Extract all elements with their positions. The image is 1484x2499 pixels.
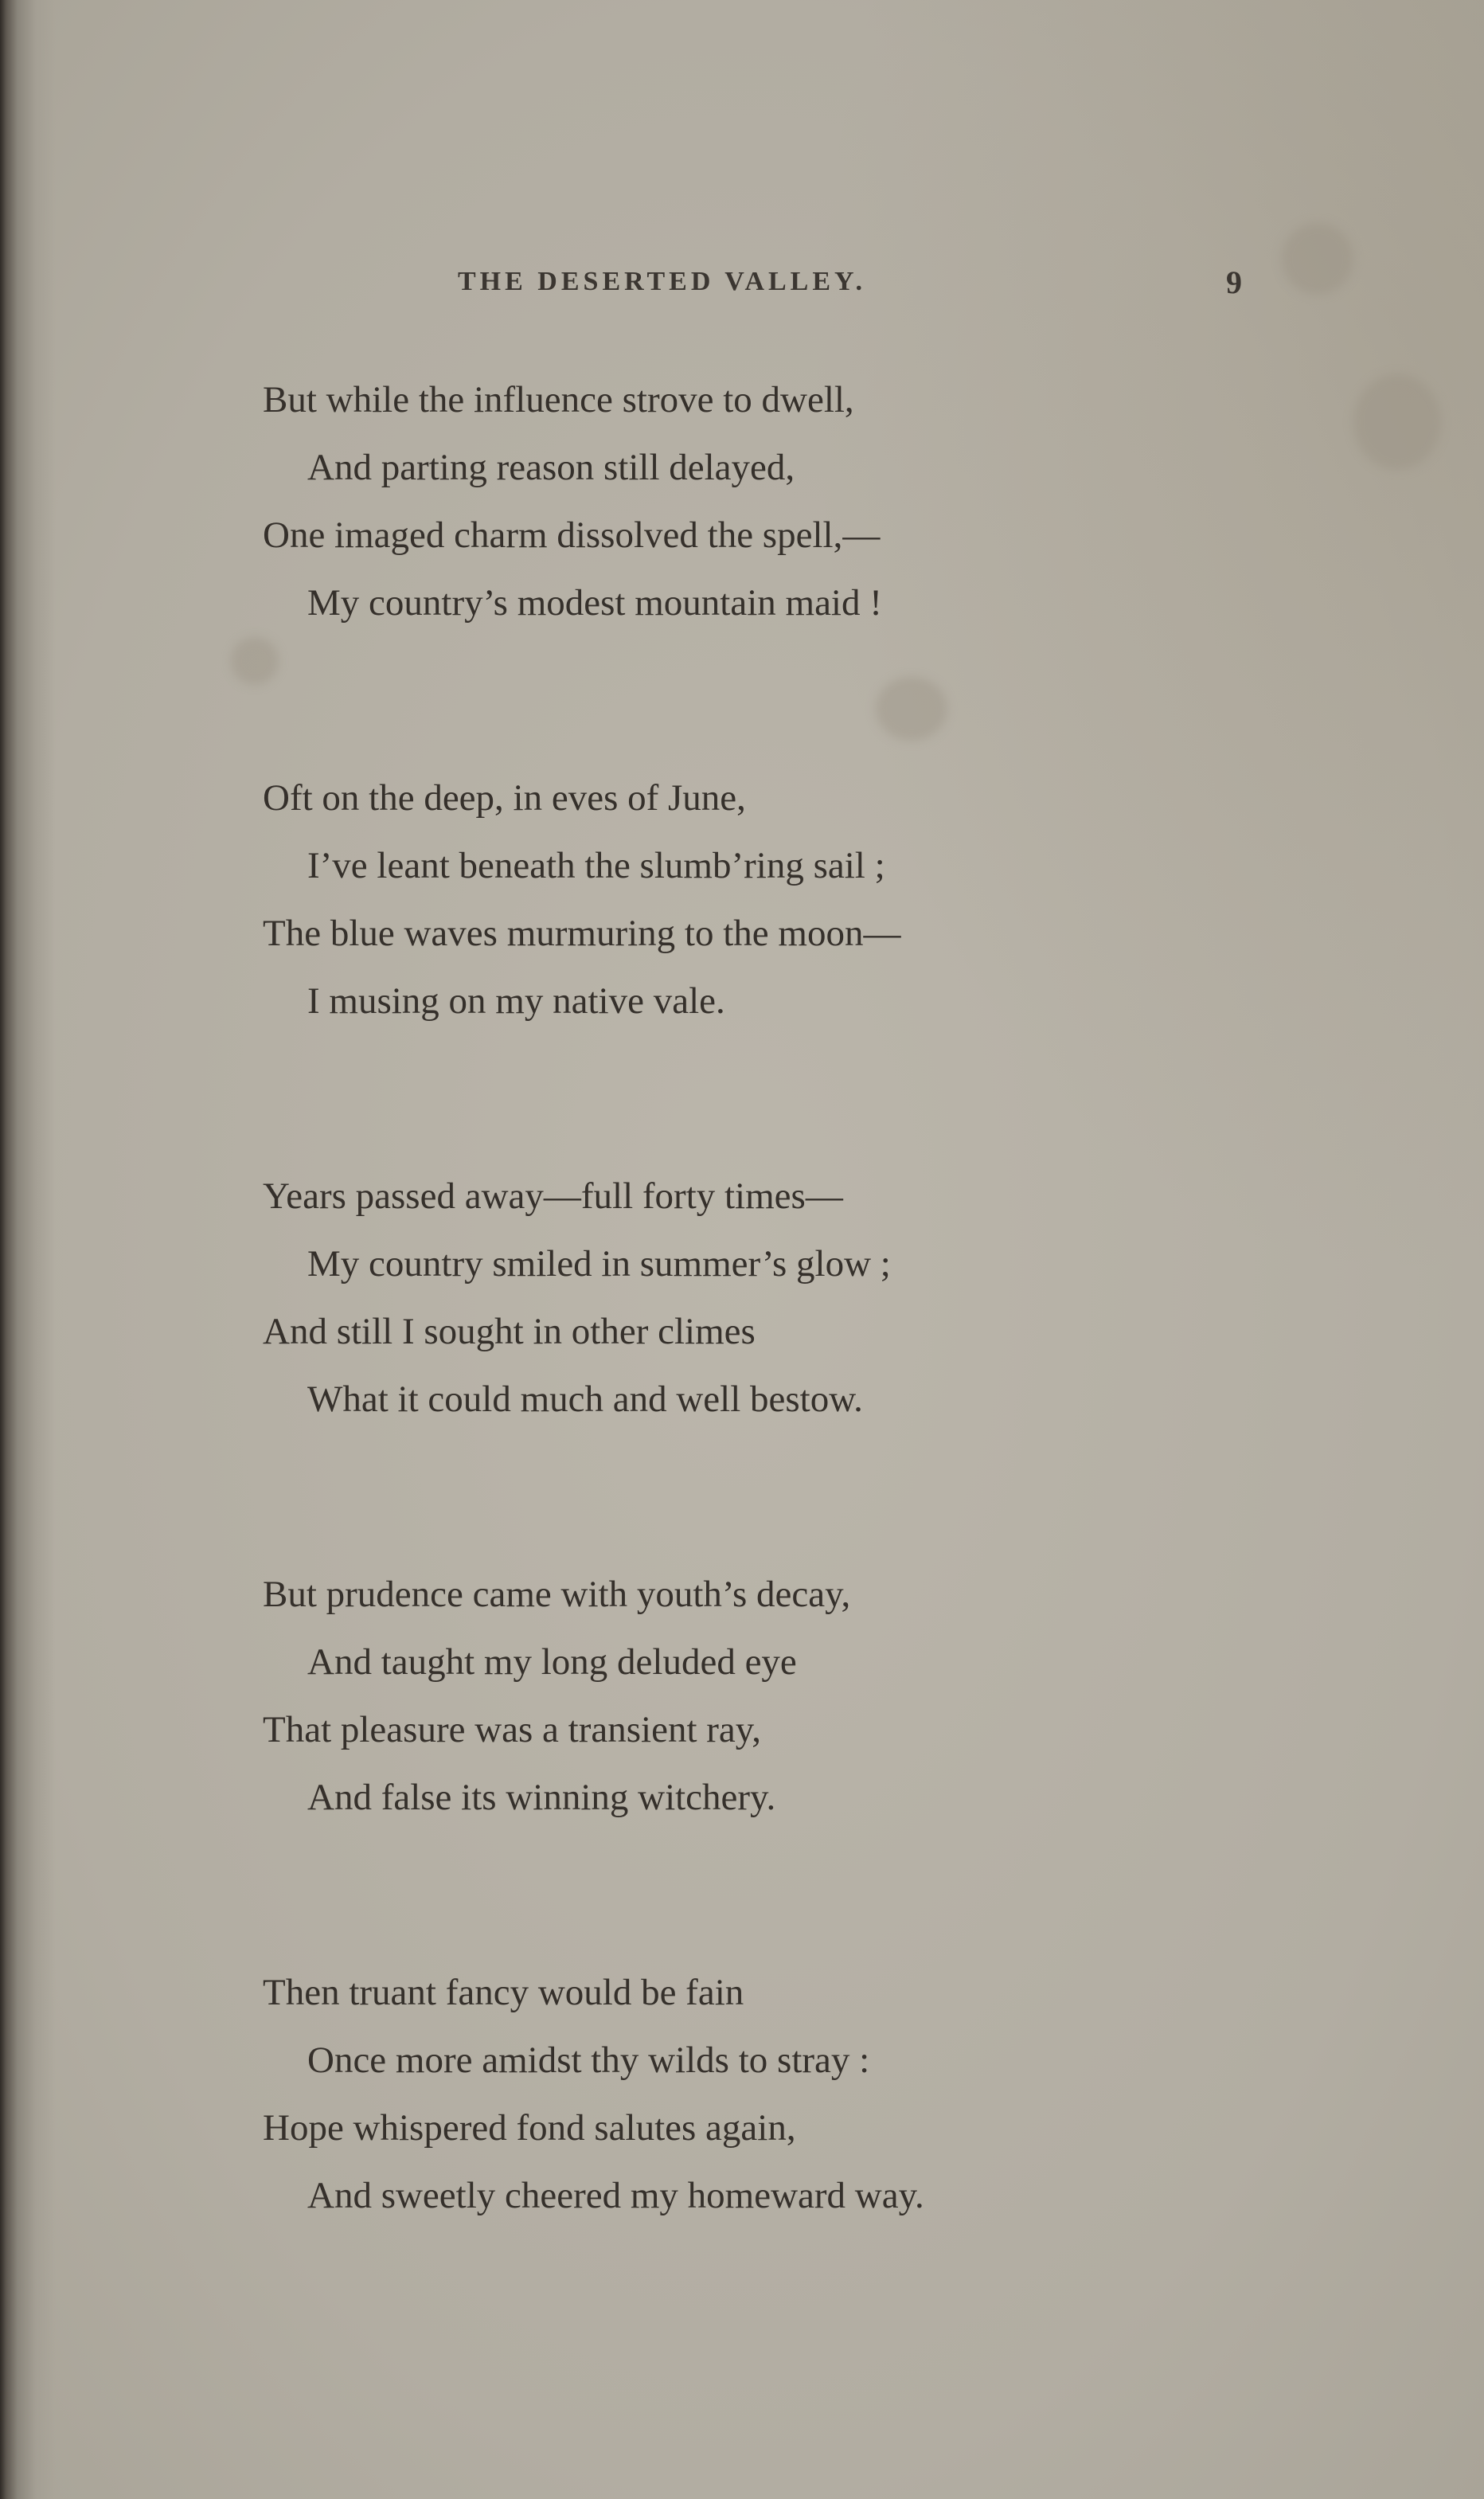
poem-line: And sweetly cheered my homeward way. xyxy=(307,2175,924,2216)
poem-line: What it could much and well bestow. xyxy=(307,1379,863,1420)
running-title: THE DESERTED VALLEY. xyxy=(458,267,866,296)
paper-stain xyxy=(1353,374,1441,470)
poem-line: But prudence came with youth’s decay, xyxy=(263,1574,851,1615)
stanza xyxy=(263,765,1218,1163)
poem-line: Oft on the deep, in eves of June, xyxy=(263,777,746,819)
stanza xyxy=(263,1561,1218,1959)
stanza xyxy=(263,1163,1218,1561)
book-spine-shadow xyxy=(0,0,56,2499)
poem-line: Then truant fancy would be fain xyxy=(263,1972,744,2013)
poem-line: One imaged charm dissolved the spell,— xyxy=(263,514,881,556)
poem-line: And taught my long deluded eye xyxy=(307,1641,797,1683)
poem-line: Once more amidst thy wilds to stray : xyxy=(307,2039,870,2081)
poem-line: And parting reason still delayed, xyxy=(307,447,795,488)
poem-line: Hope whispered fond salutes again, xyxy=(263,2107,796,2149)
poem-line: My country smiled in summer’s glow ; xyxy=(307,1243,891,1285)
poem-line: But while the influence strove to dwell, xyxy=(263,379,854,420)
poem-line: I musing on my native vale. xyxy=(307,980,725,1022)
poem-line: Years passed away—full forty times— xyxy=(263,1175,843,1217)
poem-line: That pleasure was a transient ray, xyxy=(263,1709,761,1750)
poem-line: My country’s modest mountain maid ! xyxy=(307,582,882,624)
poem-line: I’ve leant beneath the slumb’ring sail ; xyxy=(307,845,885,886)
poem xyxy=(263,366,1218,2357)
stanza xyxy=(263,1959,1218,2357)
page-number: 9 xyxy=(1226,264,1242,300)
running-head xyxy=(0,264,1484,307)
poem-line: The blue waves murmuring to the moon— xyxy=(263,913,901,954)
poem-line: And still I sought in other climes xyxy=(263,1311,756,1352)
stanza xyxy=(263,366,1218,765)
poem-line: And false its winning witchery. xyxy=(307,1777,776,1818)
